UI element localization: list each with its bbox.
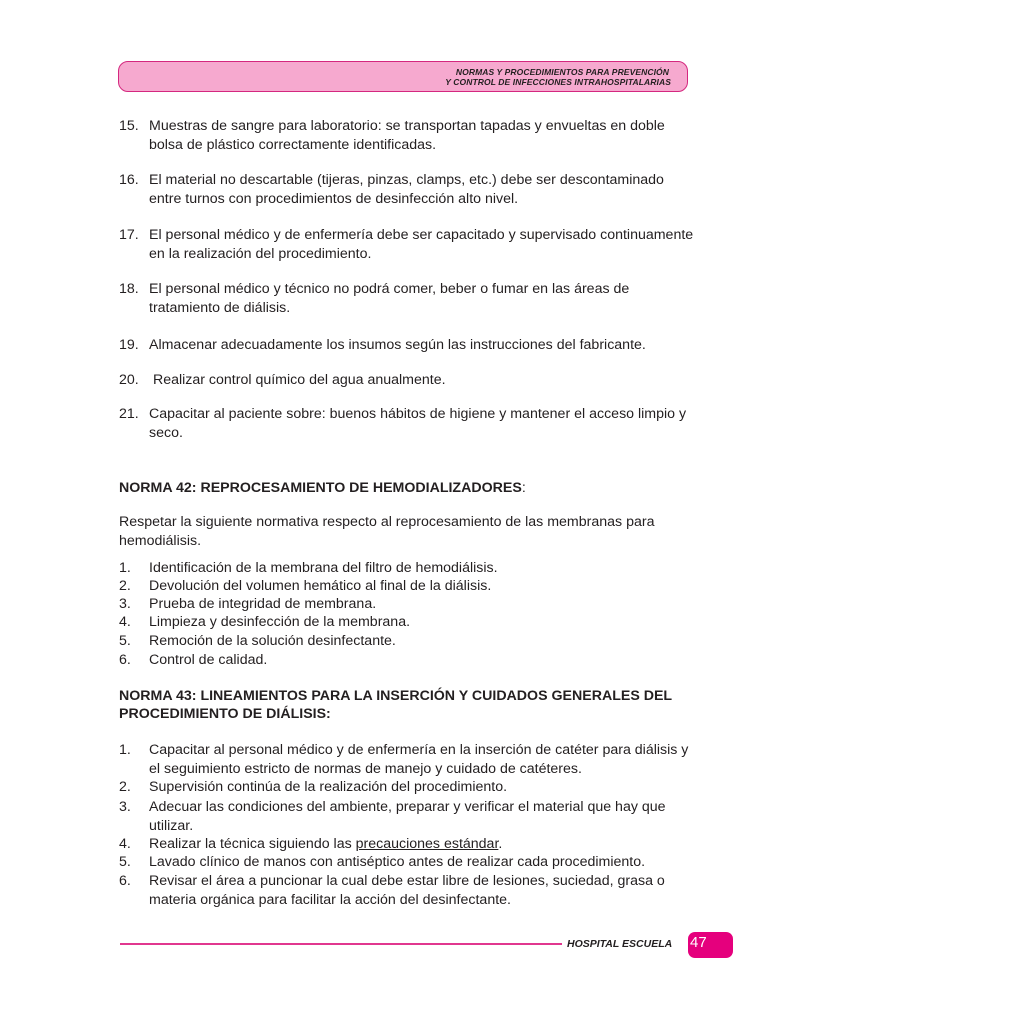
list-item: 17. El personal médico y de enfermería debe ser capacitado y supervisado continuamente en la realización del procedimiento.: [119, 227, 694, 262]
norma-42-heading: NORMA 42: REPROCESAMIENTO DE HEMODIALIZADORES:: [119, 480, 526, 496]
list-item: 19. Almacenar adecuadamente los insumos según las instrucciones del fabricante.: [119, 337, 646, 353]
footer-rule: [120, 943, 562, 945]
list-item: 20. Realizar control químico del agua anualmente.: [119, 372, 446, 388]
list-item: 15. Muestras de sangre para laboratorio: se transportan tapadas y envueltas en doble bolsa de plástico correctamente identificadas.: [119, 118, 665, 153]
list-item: 2. Supervisión continúa de la realización del procedimiento.: [119, 779, 508, 795]
page-number: 47: [690, 934, 707, 951]
footer-hospital-label: HOSPITAL ESCUELA: [567, 938, 673, 950]
list-item: 21. Capacitar al paciente sobre: buenos hábitos de higiene y mantener el acceso limpio y seco.: [119, 406, 687, 441]
norma-43-heading: NORMA 43: LINEAMIENTOS PARA LA INSERCIÓN Y CUIDADOS GENERALES DEL PROCEDIMIENTO DE DIÁLISIS:: [119, 688, 672, 722]
list-item: 5. Lavado clínico de manos con antiséptico antes de realizar cada procedimiento.: [119, 854, 646, 870]
list-item: 6. Revisar el área a puncionar la cual debe estar libre de lesiones, suciedad, grasa o materia orgánica para facilitar la acción del desinfectante.: [119, 873, 665, 908]
precauciones-estandar-link[interactable]: precauciones estándar: [355, 836, 499, 852]
list-item: 5. Remoción de la solución desinfectante.: [119, 633, 396, 649]
list-item: 3. Adecuar las condiciones del ambiente, preparar y verificar el material que hay que utilizar.: [119, 799, 666, 834]
list-item: 18. El personal médico y técnico no podrá comer, beber o fumar en las áreas de tratamiento de diálisis.: [119, 281, 630, 316]
list-item: 6. Control de calidad.: [119, 652, 268, 668]
header-line-2: Y CONTROL DE INFECCIONES INTRAHOSPITALARIAS: [445, 77, 671, 87]
list-item: 1. Identificación de la membrana del filtro de hemodiálisis.: [119, 560, 498, 576]
list-item: 3. Prueba de integridad de membrana.: [119, 596, 377, 612]
list-item: 1. Capacitar al personal médico y de enfermería en la inserción de catéter para diálisis y el seguimiento estricto de normas de manejo y cuidado de catéteres.: [119, 742, 689, 777]
list-item: 4. Realizar la técnica siguiendo las precauciones estándar.: [119, 836, 503, 852]
header-banner: [118, 61, 688, 92]
header-line-1: NORMAS Y PROCEDIMIENTOS PARA PREVENCIÓN: [455, 67, 669, 77]
list-item: 4. Limpieza y desinfección de la membrana.: [119, 614, 411, 630]
norma-42-intro: Respetar la siguiente normativa respecto al reprocesamiento de las membranas para hemodiálisis.: [119, 514, 655, 549]
list-item: 16. El material no descartable (tijeras, pinzas, clamps, etc.) debe ser descontaminado entre turnos con procedimientos de desinfección alto nivel.: [119, 172, 664, 207]
list-item: 2. Devolución del volumen hemático al final de la diálisis.: [119, 578, 492, 594]
